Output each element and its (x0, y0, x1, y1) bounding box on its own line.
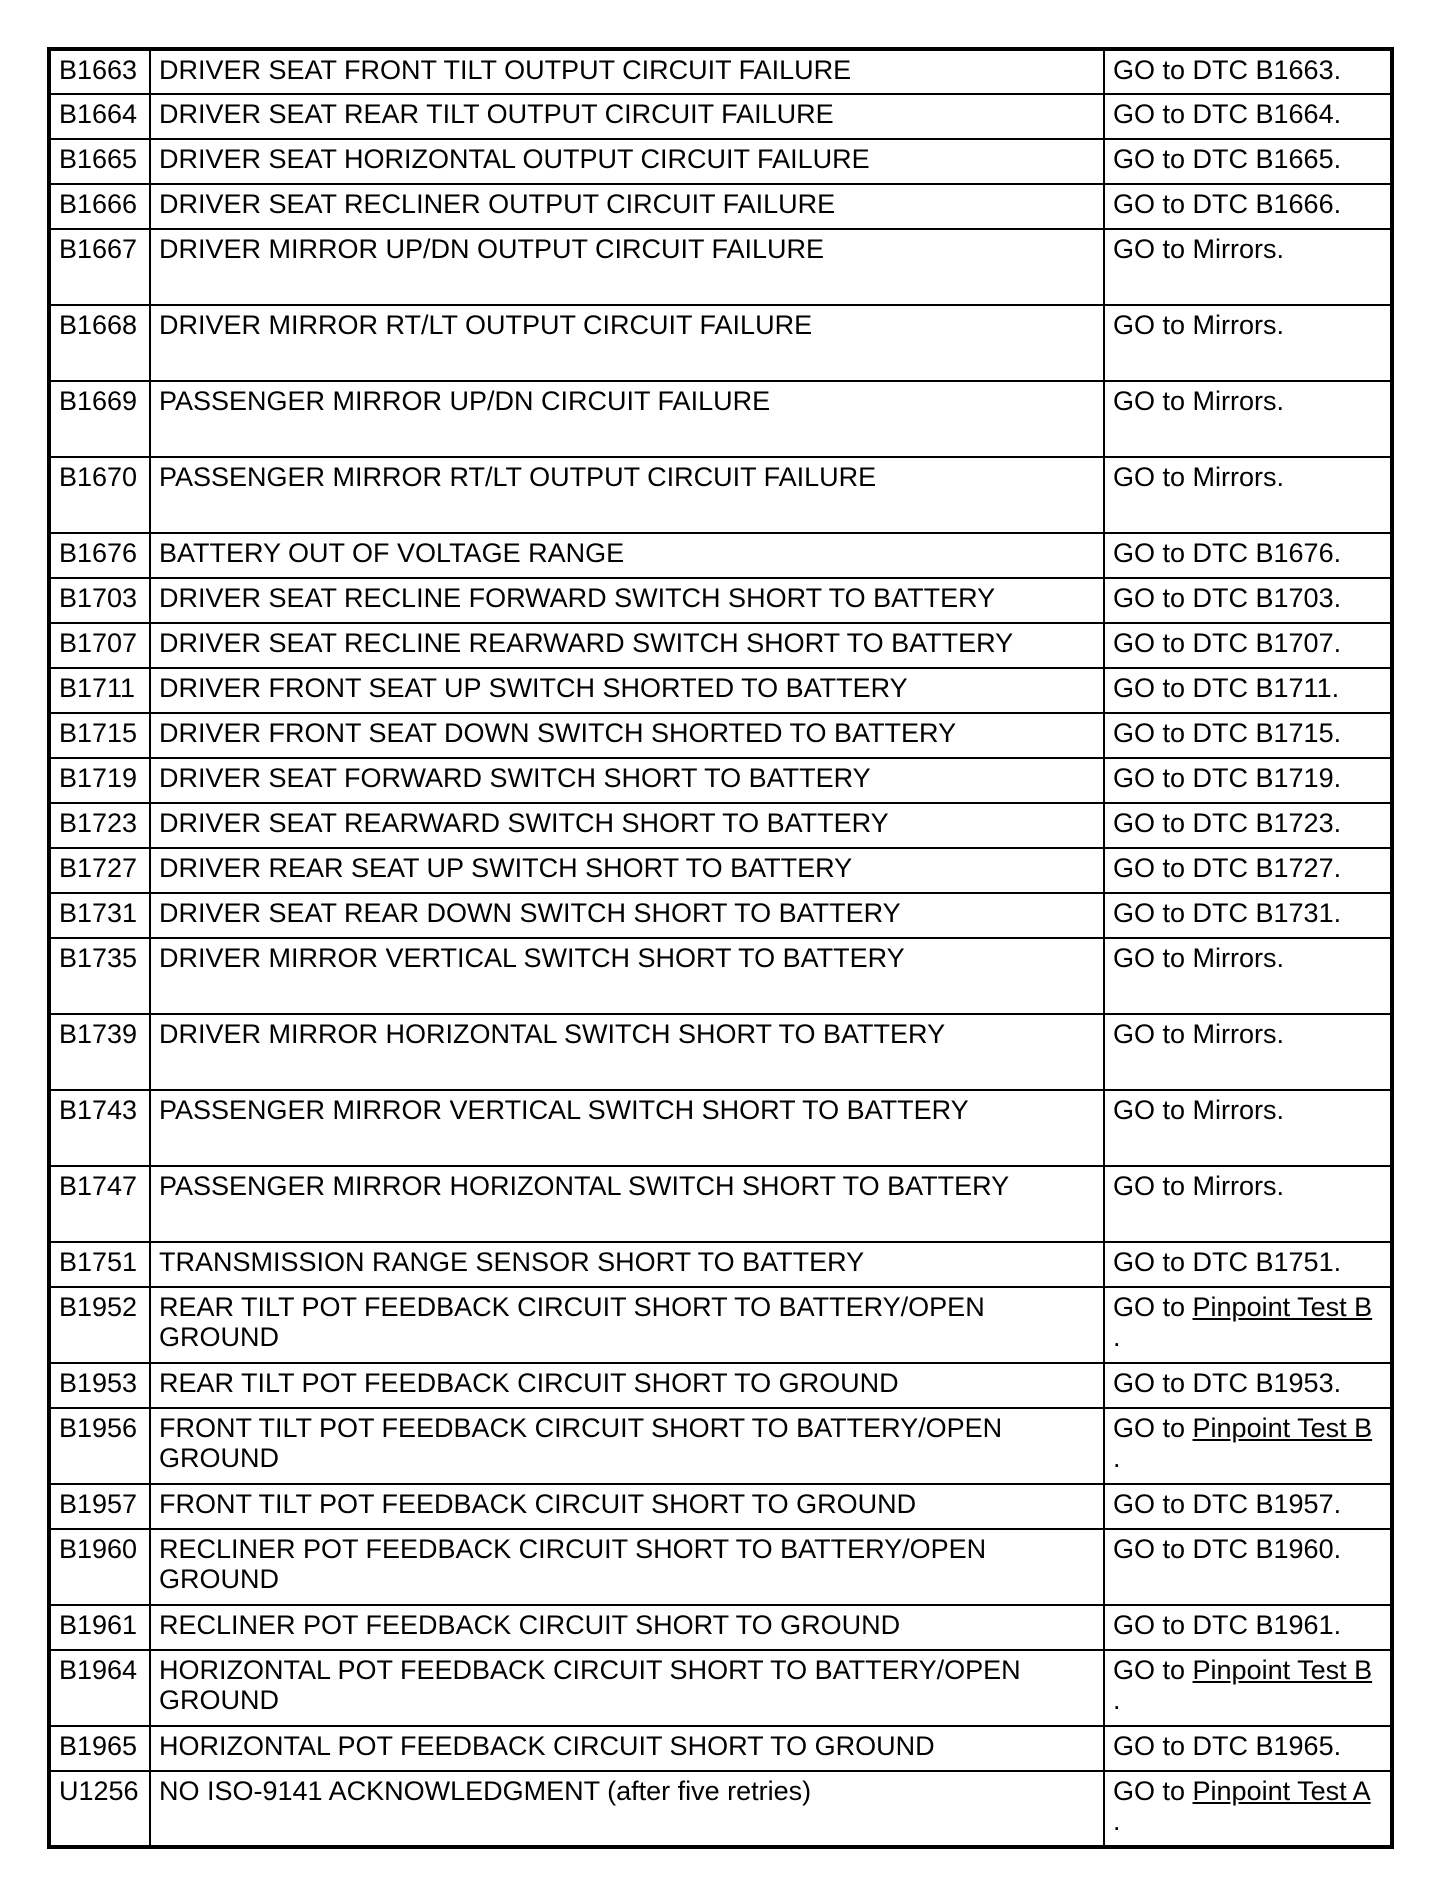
dtc-description: FRONT TILT POT FEEDBACK CIRCUIT SHORT TO BATTERY/OPEN GROUND (150, 1408, 1104, 1484)
dtc-action: GO to Mirrors. (1104, 381, 1392, 457)
dtc-description: RECLINER POT FEEDBACK CIRCUIT SHORT TO GROUND (150, 1605, 1104, 1650)
dtc-description: DRIVER SEAT HORIZONTAL OUTPUT CIRCUIT FAILURE (150, 139, 1104, 184)
dtc-code: B1743 (49, 1090, 150, 1166)
dtc-code: B1964 (49, 1650, 150, 1726)
table-row (49, 848, 1392, 893)
dtc-action: GO to DTC B1751. (1104, 1242, 1392, 1287)
dtc-description: DRIVER SEAT REARWARD SWITCH SHORT TO BATTERY (150, 803, 1104, 848)
dtc-description: FRONT TILT POT FEEDBACK CIRCUIT SHORT TO GROUND (150, 1484, 1104, 1529)
dtc-action: GO to Mirrors. (1104, 938, 1392, 1014)
dtc-description: DRIVER SEAT RECLINE REARWARD SWITCH SHORT TO BATTERY (150, 623, 1104, 668)
dtc-code: U1256 (49, 1771, 150, 1847)
dtc-code: B1676 (49, 533, 150, 578)
table-row (49, 94, 1392, 139)
table-row (49, 668, 1392, 713)
dtc-description: DRIVER FRONT SEAT UP SWITCH SHORTED TO BATTERY (150, 668, 1104, 713)
dtc-action: GO to DTC B1965. (1104, 1726, 1392, 1771)
dtc-description: PASSENGER MIRROR VERTICAL SWITCH SHORT TO BATTERY (150, 1090, 1104, 1166)
table-row (49, 49, 1392, 94)
dtc-action: GO to DTC B1719. (1104, 758, 1392, 803)
dtc-description: PASSENGER MIRROR UP/DN CIRCUIT FAILURE (150, 381, 1104, 457)
dtc-code: B1715 (49, 713, 150, 758)
action-prefix: GO to (1113, 1413, 1193, 1443)
action-prefix: GO to (1113, 1655, 1193, 1685)
dtc-code: B1703 (49, 578, 150, 623)
dtc-description: DRIVER SEAT RECLINER OUTPUT CIRCUIT FAILURE (150, 184, 1104, 229)
table-row (49, 1166, 1392, 1242)
dtc-action: GO to Mirrors. (1104, 305, 1392, 381)
dtc-code: B1956 (49, 1408, 150, 1484)
dtc-description: TRANSMISSION RANGE SENSOR SHORT TO BATTERY (150, 1242, 1104, 1287)
pinpoint-test-link[interactable]: Pinpoint Test B (1192, 1655, 1373, 1685)
dtc-code: B1952 (49, 1287, 150, 1363)
table-row (49, 1650, 1392, 1726)
dtc-code: B1664 (49, 94, 150, 139)
dtc-action: GO to Mirrors. (1104, 1166, 1392, 1242)
dtc-action: GO to DTC B1715. (1104, 713, 1392, 758)
table-row (49, 893, 1392, 938)
table-row (49, 1408, 1392, 1484)
dtc-code: B1751 (49, 1242, 150, 1287)
dtc-description: DRIVER SEAT RECLINE FORWARD SWITCH SHORT TO BATTERY (150, 578, 1104, 623)
pinpoint-test-link[interactable]: Pinpoint Test B (1192, 1413, 1373, 1443)
dtc-action: GO to DTC B1957. (1104, 1484, 1392, 1529)
dtc-code: B1961 (49, 1605, 150, 1650)
dtc-code: B1960 (49, 1529, 150, 1605)
table-row (49, 1363, 1392, 1408)
table-row (49, 1771, 1392, 1847)
dtc-action: GO to Mirrors. (1104, 1014, 1392, 1090)
dtc-code: B1731 (49, 893, 150, 938)
table-row (49, 1605, 1392, 1650)
dtc-code: B1747 (49, 1166, 150, 1242)
dtc-description: DRIVER SEAT FRONT TILT OUTPUT CIRCUIT FAILURE (150, 49, 1104, 94)
dtc-description: DRIVER FRONT SEAT DOWN SWITCH SHORTED TO BATTERY (150, 713, 1104, 758)
dtc-code: B1953 (49, 1363, 150, 1408)
pinpoint-test-link[interactable]: Pinpoint Test A (1192, 1776, 1371, 1806)
action-suffix: . (1113, 1806, 1121, 1836)
table-row (49, 713, 1392, 758)
dtc-code: B1663 (49, 49, 150, 94)
dtc-action: GO to DTC B1960. (1104, 1529, 1392, 1605)
dtc-code: B1735 (49, 938, 150, 1014)
dtc-code: B1665 (49, 139, 150, 184)
dtc-description: REAR TILT POT FEEDBACK CIRCUIT SHORT TO GROUND (150, 1363, 1104, 1408)
dtc-code: B1707 (49, 623, 150, 668)
dtc-description: PASSENGER MIRROR HORIZONTAL SWITCH SHORT TO BATTERY (150, 1166, 1104, 1242)
dtc-code: B1667 (49, 229, 150, 305)
table-row (49, 1287, 1392, 1363)
dtc-description: BATTERY OUT OF VOLTAGE RANGE (150, 533, 1104, 578)
dtc-action: GO to DTC B1953. (1104, 1363, 1392, 1408)
table-row (49, 623, 1392, 668)
table-row (49, 229, 1392, 305)
dtc-action: GO to DTC B1727. (1104, 848, 1392, 893)
dtc-description: PASSENGER MIRROR RT/LT OUTPUT CIRCUIT FAILURE (150, 457, 1104, 533)
table-row (49, 457, 1392, 533)
table-row (49, 381, 1392, 457)
table-row (49, 1484, 1392, 1529)
dtc-description: HORIZONTAL POT FEEDBACK CIRCUIT SHORT TO BATTERY/OPEN GROUND (150, 1650, 1104, 1726)
table-row (49, 1090, 1392, 1166)
dtc-code: B1719 (49, 758, 150, 803)
dtc-action: GO to Mirrors. (1104, 229, 1392, 305)
dtc-description: DRIVER MIRROR UP/DN OUTPUT CIRCUIT FAILURE (150, 229, 1104, 305)
dtc-action: GO to DTC B1711. (1104, 668, 1392, 713)
dtc-description: DRIVER SEAT FORWARD SWITCH SHORT TO BATTERY (150, 758, 1104, 803)
table-row (49, 1242, 1392, 1287)
pinpoint-test-link[interactable]: Pinpoint Test B (1192, 1292, 1373, 1322)
dtc-action: GO to Mirrors. (1104, 457, 1392, 533)
dtc-code: B1965 (49, 1726, 150, 1771)
dtc-description: DRIVER MIRROR HORIZONTAL SWITCH SHORT TO BATTERY (150, 1014, 1104, 1090)
table-row (49, 938, 1392, 1014)
table-row (49, 803, 1392, 848)
table-row (49, 578, 1392, 623)
table-row (49, 1529, 1392, 1605)
dtc-description: NO ISO-9141 ACKNOWLEDGMENT (after five retries) (150, 1771, 1104, 1847)
dtc-description: DRIVER SEAT REAR TILT OUTPUT CIRCUIT FAILURE (150, 94, 1104, 139)
table-row (49, 1014, 1392, 1090)
dtc-action: GO to DTC B1723. (1104, 803, 1392, 848)
dtc-action: GO to DTC B1676. (1104, 533, 1392, 578)
dtc-description: REAR TILT POT FEEDBACK CIRCUIT SHORT TO BATTERY/OPEN GROUND (150, 1287, 1104, 1363)
dtc-action: GO to DTC B1664. (1104, 94, 1392, 139)
table-row (49, 1726, 1392, 1771)
dtc-code: B1957 (49, 1484, 150, 1529)
action-suffix: . (1113, 1322, 1121, 1352)
action-suffix: . (1113, 1443, 1121, 1473)
dtc-action: GO to Mirrors. (1104, 1090, 1392, 1166)
table-row (49, 305, 1392, 381)
dtc-action: GO to DTC B1961. (1104, 1605, 1392, 1650)
dtc-code: B1711 (49, 668, 150, 713)
dtc-code: B1669 (49, 381, 150, 457)
action-prefix: GO to (1113, 1292, 1193, 1322)
dtc-action (1104, 1650, 1392, 1726)
dtc-action: GO to DTC B1707. (1104, 623, 1392, 668)
table-row (49, 758, 1392, 803)
dtc-code: B1723 (49, 803, 150, 848)
dtc-description: HORIZONTAL POT FEEDBACK CIRCUIT SHORT TO GROUND (150, 1726, 1104, 1771)
dtc-code: B1739 (49, 1014, 150, 1090)
dtc-table (47, 47, 1394, 1849)
dtc-code: B1727 (49, 848, 150, 893)
dtc-description: RECLINER POT FEEDBACK CIRCUIT SHORT TO BATTERY/OPEN GROUND (150, 1529, 1104, 1605)
dtc-action (1104, 1771, 1392, 1847)
table-row (49, 533, 1392, 578)
dtc-action (1104, 1287, 1392, 1363)
action-prefix: GO to (1113, 1776, 1193, 1806)
dtc-action: GO to DTC B1665. (1104, 139, 1392, 184)
dtc-code: B1670 (49, 457, 150, 533)
dtc-description: DRIVER REAR SEAT UP SWITCH SHORT TO BATTERY (150, 848, 1104, 893)
dtc-action: GO to DTC B1703. (1104, 578, 1392, 623)
action-suffix: . (1113, 1685, 1121, 1715)
table-row (49, 184, 1392, 229)
dtc-description: DRIVER MIRROR VERTICAL SWITCH SHORT TO BATTERY (150, 938, 1104, 1014)
dtc-action: GO to DTC B1731. (1104, 893, 1392, 938)
dtc-description: DRIVER SEAT REAR DOWN SWITCH SHORT TO BATTERY (150, 893, 1104, 938)
dtc-description: DRIVER MIRROR RT/LT OUTPUT CIRCUIT FAILURE (150, 305, 1104, 381)
table-row (49, 139, 1392, 184)
dtc-action: GO to DTC B1666. (1104, 184, 1392, 229)
dtc-code: B1668 (49, 305, 150, 381)
dtc-code: B1666 (49, 184, 150, 229)
dtc-action: GO to DTC B1663. (1104, 49, 1392, 94)
dtc-action (1104, 1408, 1392, 1484)
